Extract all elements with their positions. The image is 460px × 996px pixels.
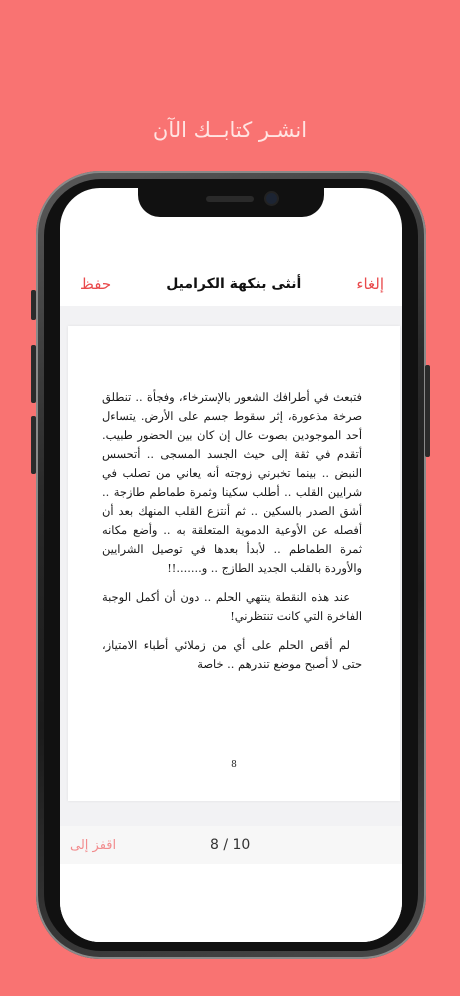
speaker <box>206 196 254 202</box>
phone-screen <box>60 188 402 942</box>
phone-volume-down <box>31 416 36 474</box>
phone-volume-up <box>31 345 36 403</box>
paragraph: عند هذه النقطة ينتهي الحلم .. دون أن أكمل الوجبة الفاخرة التي كانت تنتظرني! <box>102 590 362 623</box>
book-title: أنثى بنكهة الكراميل <box>166 276 302 292</box>
save-button[interactable]: حفظ <box>80 275 112 293</box>
bottom-bar <box>60 826 402 864</box>
page-number: 8 <box>231 760 237 770</box>
paragraph: لم أقص الحلم على أي من زملائي أطباء الامتياز، حتى لا أصبح موضع تندرهم .. خاصة <box>102 638 362 671</box>
jump-to-button[interactable]: اقفز إلى <box>70 837 117 853</box>
top-bar <box>60 260 402 308</box>
book-page <box>68 326 400 801</box>
page-viewer[interactable] <box>60 306 402 826</box>
phone-side-button <box>31 290 36 320</box>
headline: انشـر كتابــك الآن <box>152 118 308 142</box>
phone-power-button <box>425 365 430 457</box>
page-counter: 8 / 10 <box>210 837 251 853</box>
cancel-button[interactable]: إلغاء <box>356 275 384 293</box>
page-text <box>102 388 362 684</box>
paragraph: فتبعث في أطرافك الشعور بالإسترخاء، وفجأة .. تنطلق صرخة مذعورة، إثر سقوط جسم على الأرض. يتساءل أحد الموجودين بصوت عال إن كان بين الحضور طبيب. أتقدم في ثقة إلى حيث الجسد المسجى .. أتحسس النبض .. بينما تخبرني زوجته أنه يعاني من تصلب في شرايين القلب .. أطلب سكينا وثمرة طماطم طازجة .. أشق الصدر بالسكين .. ثم أنتزع القلب المنهك بعد أن أفصله عن الأوعية الدموية المتعلقة به .. وأضع مكانه ثمرة الطماطم .. لأبدأ بعدها في توصيل الشرايين والأوردة بالقلب الجديد الطازج .. و.......!! <box>102 390 362 575</box>
screen-bottom <box>60 864 402 942</box>
camera-icon <box>266 193 277 204</box>
